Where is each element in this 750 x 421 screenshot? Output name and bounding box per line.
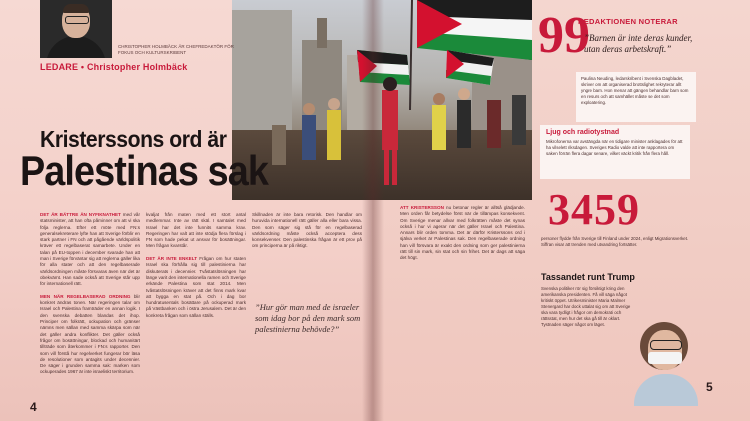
page-number-left: 4 xyxy=(30,400,37,414)
column-text: Frågan om hur staten Israel ska förhålla sig till palestinierna har diskuterats i decennier. Tvåstatslösningen har länge varit den internationella ramen och Sverige erkände Palestina som stat 2014. Men tvåstatslösningen kräver att det finns mark kvar att bygga en stat på. Och i dag bor hundratusentals bosättare på ockuperad mark på Västbanken och i östra Jerusalem. Det är den konkreta frågan som sällan ställs. xyxy=(146,256,246,318)
quote-box xyxy=(576,72,696,122)
column-lead: ATT KRISTERSSON xyxy=(400,205,444,210)
section-label: REDAKTIONEN NOTERAR xyxy=(578,17,678,26)
column-lead: DET ÄR INTE ENKELT xyxy=(146,256,197,262)
quote-mark-icon: 99 xyxy=(538,7,590,64)
page-gutter xyxy=(362,0,384,421)
news-box-head: Ljug och radiotystnad xyxy=(546,129,620,136)
column-text: Skillnaden är inte bara retorisk. Den handlar om huruvida internationell rätt gäller alla eller bara vissa. Den som säger sig stå för en regelbaserad världsordning måste också acceptera dess konsekvenser. Den palestinska frågan är ett prov på om principerna är på riktigt. xyxy=(252,212,362,249)
portrait-photo xyxy=(634,314,698,406)
headline-line2: Palestinas sak xyxy=(20,147,268,194)
byline: LEDARE • Christopher Holmbäck xyxy=(40,62,188,72)
tassandet-text: Svenska politiker rör sig försiktigt kring den amerikanska presidenten. Få vill säga något kritiskt öppet. Utrikesminister Maria Malmer Stenergard har dock uttalat sig om att Sverige ska vara tydligt i frågor om demokrati och rättsstat, men hur det ska gå till är oklart. Tystnaden säger något om läget. xyxy=(541,286,631,327)
byline-section: LEDARE xyxy=(40,62,79,72)
number-caption: personer flydde från Sverige till Finland under 2024, enligt Migrationsverket. Siffran visar att trenden med utvandring fortsätter. xyxy=(541,236,689,247)
author-photo xyxy=(40,0,112,58)
column-text: kvaljat från maten med ett stort antal medlemmar. Inte av rätt skäl. I samtalet med Israel har det inte funnits samma krav. Regeringen har valt att inte stödja flera förslag i FN som hade pekat ut ansvar för bosättningar. Men frågan kvarstår. xyxy=(146,212,246,249)
article-column-4 xyxy=(400,205,525,405)
big-number: 3459 xyxy=(548,185,640,234)
column-text: med vår statsminister, att han ofta påminner om att vi ska följa reglerna. Efter ett möte med FN:s generalsekreterare lyfte han att Sverige förblir en stark partner i FN och att pågående världspolitik kräver ett regelbaserat samarbete. Under en talan på EU-toppen i december svarade han att man i Sverige förväntar sig att reglerna gäller lika för alla stater och att den regelbaserade världsordningen måste försvaras även när det är obekvämt. Han sade också att Sverige står upp för internationell rätt. xyxy=(40,212,140,287)
page-number-right: 5 xyxy=(706,380,713,394)
news-box-text: Mikrofonerna var avstängda när en tidigare minister anklagades för att ha vilselett riksdagen. Sveriges Radio valde att inte rapportera om saken förrän flera dagar senare, vilket väckt kritik från flera håll. xyxy=(546,139,683,156)
article-column-2 xyxy=(146,212,246,408)
byline-name: Christopher Holmbäck xyxy=(86,62,188,72)
article-column-1 xyxy=(40,212,140,408)
quote-box-text: Paulina Neuding, ledarskribent i Svenska Dagbladet, skriver om att organiserad brottslighet rekryterar allt yngre barn. Hon menar att gängen behandlar barn som en resurs och att samhället måste se det som exploatering. xyxy=(581,76,689,105)
news-box xyxy=(540,125,690,179)
column-text: blir konkret ändras tonen. När regeringen talar om Israel och Palestina framträder en annan logik. I den svenska debatten blandas det ihop. Principer om folkrätt, ockupation och gränser nämns men sällan med samma skärpa som när det gäller andra konflikter. Det gäller också frågor om bosättningar, blockad och humanitärt tillträde som återkommer i FN:s rapporter. Den som vill förstå hur regelverket fungerar bör läsa de resolutioner som antagits under decennier. De säger i grunden samma sak: marken som ockuperades 1967 är inte israeliskt territorium. xyxy=(40,293,140,375)
column-lead: MEN NÄR REGELBASERAD ORDNING xyxy=(40,293,131,299)
sidebar-quote: ”Barnen är inte deras kunder, utan deras arbetskraft.” xyxy=(584,33,693,54)
headline-line1: Kristerssons ord är xyxy=(40,126,227,152)
column-text: nu betonar regler är alltså glädjande. Men orden får betydelse först när de tillämpas konsekvent. Om Sverige menar allvar med folkrätten måste det synas också i hur vi agerar när det gäller Israel och Palestina. Annars blir orden tomma. Det är därför Kristerssons ord i själva verket är Palestinas sak. Den regelbaserade ordning han vill försvara är exakt den ordning som ger palestinierna rätt till sin mark, sin stat och sin frihet. Det är dags att säga det högt. xyxy=(400,205,525,261)
author-description: CHRISTOPHER HOLMBÄCK ÄR CHEFREDAKTÖR FÖR FOKUS OCH KULTURSKRIBENT xyxy=(118,44,234,55)
column-lead: DET ÄR BÄTTRE ÄN NYFIKNATHET xyxy=(40,212,121,217)
tassandet-head: Tassandet runt Trump xyxy=(541,272,635,282)
pull-quote: ”Hur gör man med de israeler som idag bor på den mark som palestinierna behövde?” xyxy=(255,302,361,334)
article-column-3 xyxy=(252,212,362,296)
